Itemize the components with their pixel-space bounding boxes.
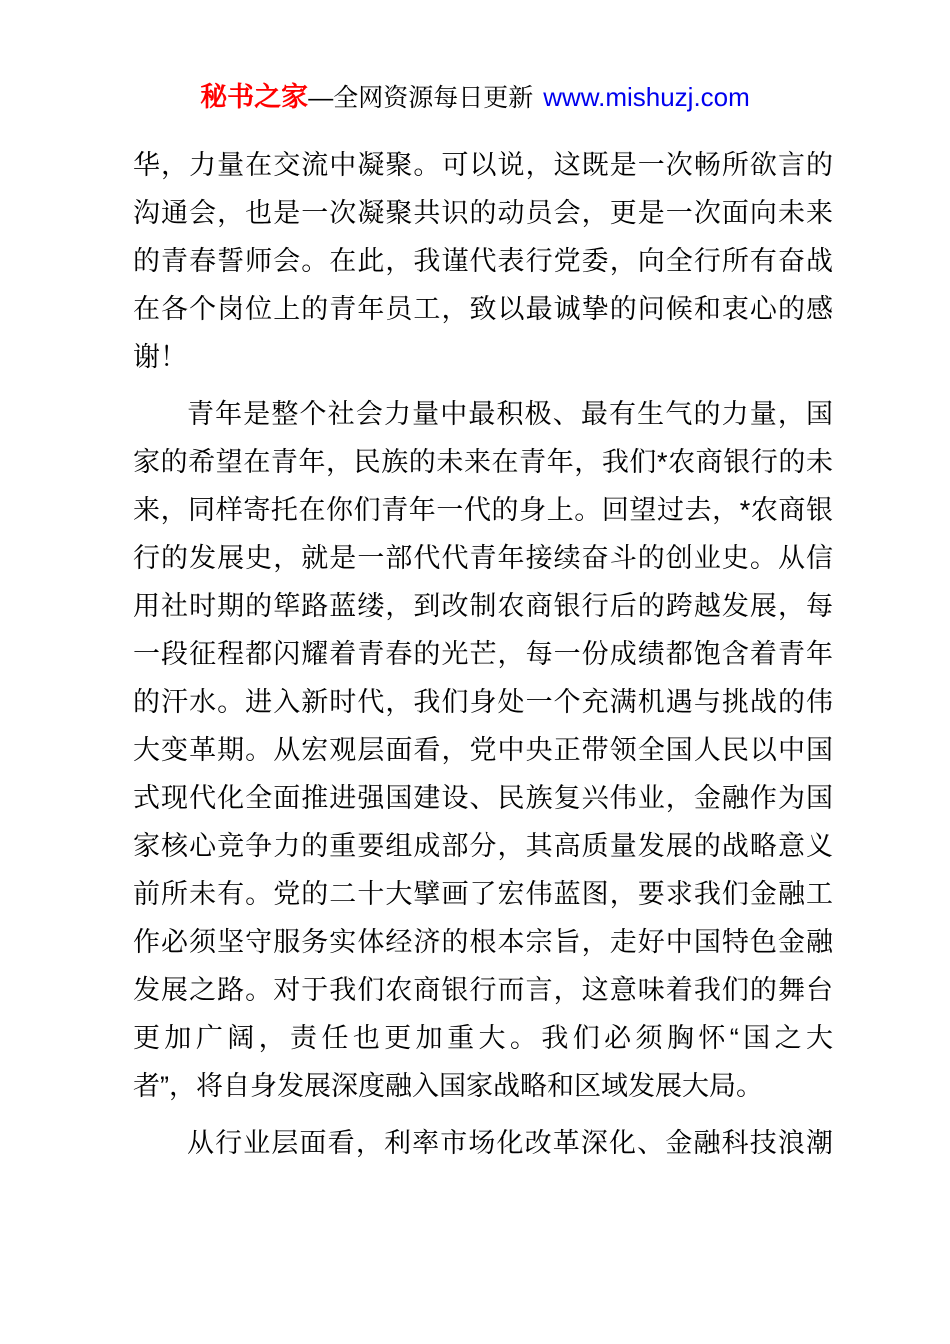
paragraph — [133, 141, 833, 381]
text-line: 前所未有。党的二十大擘画了宏伟蓝图，要求我们金融工 — [133, 879, 833, 909]
text-line: 一段征程都闪耀着青春的光芒，每一份成绩都饱含着青年 — [133, 639, 833, 669]
text-line: 的青春誓师会。在此，我谨代表行党委，向全行所有奋战 — [133, 246, 833, 276]
paragraph — [133, 1119, 833, 1167]
text-line: 大变革期。从宏观层面看，党中央正带领全国人民以中国 — [133, 735, 833, 765]
document-body — [133, 141, 833, 1176]
text-line: 更加广阔，责任也更加重大。我们必须胸怀“国之大 — [133, 1023, 833, 1053]
text-line: 行的发展史，就是一部代代青年接续奋斗的创业史。从信 — [133, 543, 833, 573]
site-url-link[interactable]: www.mishuzj.com — [543, 82, 750, 112]
text-line: 从行业层面看，利率市场化改革深化、金融科技浪潮 — [187, 1128, 833, 1158]
text-line: 者”，将自身发展深度融入国家战略和区域发展大局。 — [133, 1071, 763, 1101]
text-line: 在各个岗位上的青年员工，致以最诚挚的问候和衷心的感 — [133, 294, 833, 324]
text-line: 来，同样寄托在你们青年一代的身上。回望过去，*农商银 — [133, 495, 833, 525]
text-line: 谢！ — [133, 342, 187, 372]
site-header — [0, 80, 950, 115]
text-line: 青年是整个社会力量中最积极、最有生气的力量，国 — [187, 399, 833, 429]
text-line: 家核心竞争力的重要组成部分，其高质量发展的战略意义 — [133, 831, 833, 861]
paragraph — [133, 390, 833, 1110]
text-line: 的汗水。进入新时代，我们身处一个充满机遇与挑战的伟 — [133, 687, 833, 717]
header-separator: — — [308, 84, 334, 112]
site-name: 秘书之家 — [200, 82, 309, 112]
text-line: 作必须坚守服务实体经济的根本宗旨，走好中国特色金融 — [133, 927, 833, 957]
text-line: 沟通会，也是一次凝聚共识的动员会，更是一次面向未来 — [133, 198, 833, 228]
text-line: 家的希望在青年，民族的未来在青年，我们*农商银行的未 — [133, 447, 833, 477]
text-line: 用社时期的筚路蓝缕，到改制农商银行后的跨越发展，每 — [133, 591, 833, 621]
site-tagline: 全网资源每日更新 — [333, 84, 534, 112]
text-line: 发展之路。对于我们农商银行而言，这意味着我们的舞台 — [133, 975, 833, 1005]
text-line: 华，力量在交流中凝聚。可以说，这既是一次畅所欲言的 — [133, 150, 833, 180]
text-line: 式现代化全面推进强国建设、民族复兴伟业，金融作为国 — [133, 783, 833, 813]
